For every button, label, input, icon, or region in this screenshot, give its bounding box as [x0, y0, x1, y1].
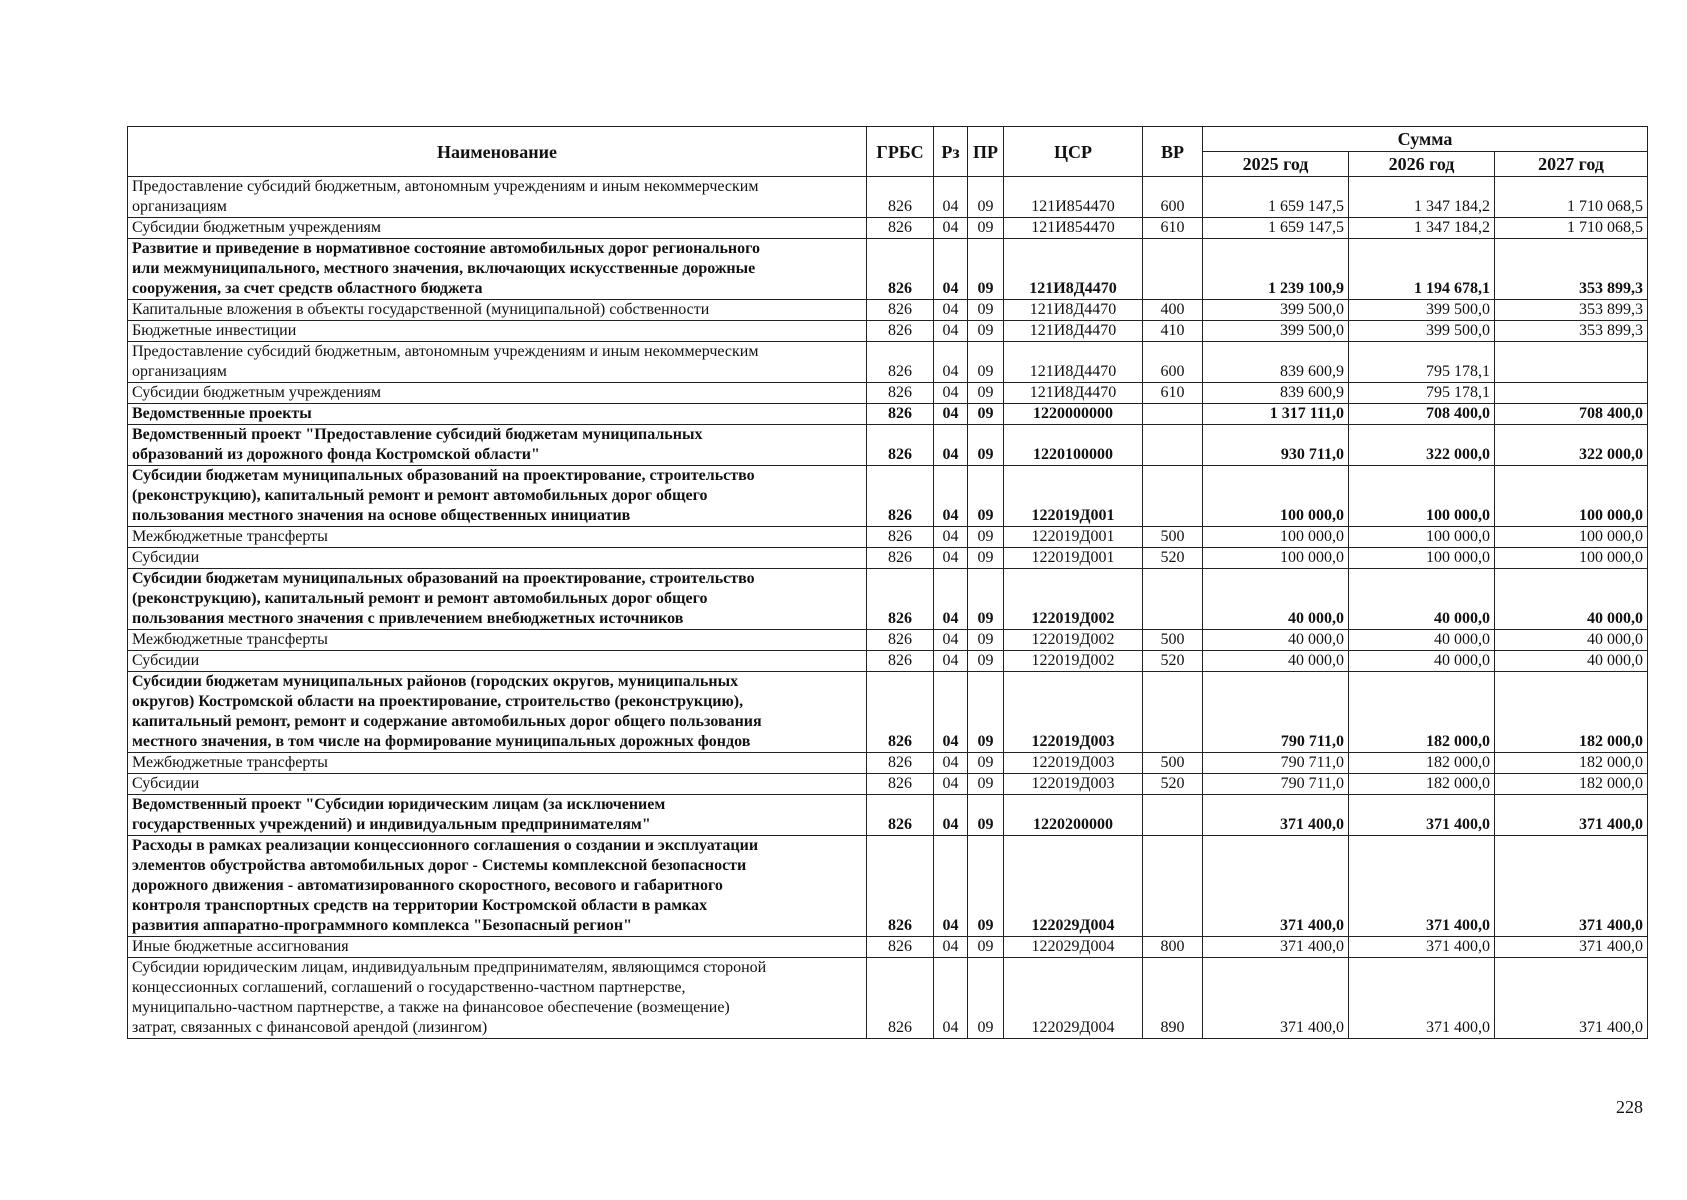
cell-pr: 09: [968, 425, 1004, 466]
table-row: [128, 753, 1648, 774]
cell-sum-2027: 353 899,3: [1495, 239, 1648, 300]
cell-name-line: образований из дорожного фонда Костромской области": [132, 446, 540, 463]
cell-vr: [1143, 466, 1203, 527]
header-year-2027: 2027 год: [1495, 152, 1648, 177]
cell-grbs: 826: [867, 342, 934, 383]
cell-rz: 04: [934, 672, 968, 753]
cell-sum-2025: 790 711,0: [1203, 774, 1349, 795]
cell-sum-2026: 100 000,0: [1349, 466, 1495, 527]
cell-pr: 09: [968, 321, 1004, 342]
table-row: [128, 795, 1648, 836]
cell-rz: 04: [934, 239, 968, 300]
cell-sum-2026: 371 400,0: [1349, 937, 1495, 958]
cell-grbs: 826: [867, 383, 934, 404]
cell-grbs: 826: [867, 425, 934, 466]
cell-grbs: 826: [867, 937, 934, 958]
cell-sum-2027: 1 710 068,5: [1495, 177, 1648, 218]
cell-sum-2026: 708 400,0: [1349, 404, 1495, 425]
cell-grbs: 826: [867, 795, 934, 836]
cell-sum-2027: 182 000,0: [1495, 753, 1648, 774]
cell-sum-2026: 40 000,0: [1349, 630, 1495, 651]
cell-vr: 400: [1143, 300, 1203, 321]
cell-name-line: затрат, связанных с финансовой арендой (лизингом): [132, 1019, 488, 1036]
cell-pr: 09: [968, 300, 1004, 321]
cell-grbs: 826: [867, 836, 934, 937]
cell-rz: 04: [934, 836, 968, 937]
cell-vr: [1143, 404, 1203, 425]
cell-name-line: Субсидии: [132, 652, 200, 669]
cell-pr: 09: [968, 383, 1004, 404]
cell-rz: 04: [934, 300, 968, 321]
cell-rz: 04: [934, 177, 968, 218]
cell-rz: 04: [934, 321, 968, 342]
cell-name-line: Предоставление субсидий бюджетным, автономным учреждениям и иным некоммерческим: [132, 178, 759, 195]
cell-grbs: 826: [867, 958, 934, 1039]
cell-vr: [1143, 239, 1203, 300]
page-number: 228: [1616, 1097, 1643, 1117]
cell-grbs: 826: [867, 630, 934, 651]
cell-name: [128, 774, 867, 795]
cell-csr: 122019Д002: [1004, 630, 1143, 651]
cell-sum-2027: 100 000,0: [1495, 548, 1648, 569]
cell-csr: 121И854470: [1004, 218, 1143, 239]
cell-vr: 610: [1143, 218, 1203, 239]
cell-sum-2027: 371 400,0: [1495, 958, 1648, 1039]
cell-sum-2027: 708 400,0: [1495, 404, 1648, 425]
table-row: [128, 672, 1648, 753]
cell-name: [128, 651, 867, 672]
cell-grbs: 826: [867, 404, 934, 425]
cell-sum-2026: 399 500,0: [1349, 321, 1495, 342]
cell-sum-2027: 100 000,0: [1495, 466, 1648, 527]
table-row: [128, 218, 1648, 239]
cell-name-line: капитальный ремонт, ремонт и содержание автомобильных дорог общего пользования: [132, 713, 762, 730]
table-row: [128, 937, 1648, 958]
header-rz: Рз: [934, 127, 968, 177]
table-header: [128, 127, 1648, 177]
cell-name: [128, 672, 867, 753]
cell-name-line: концессионных соглашений, соглашений о государственно-частном партнерстве,: [132, 979, 686, 996]
cell-csr: 121И854470: [1004, 177, 1143, 218]
cell-sum-2025: 399 500,0: [1203, 300, 1349, 321]
cell-name: [128, 300, 867, 321]
cell-csr: 122019Д002: [1004, 569, 1143, 630]
cell-vr: 890: [1143, 958, 1203, 1039]
table-row: [128, 569, 1648, 630]
cell-name: [128, 569, 867, 630]
cell-rz: 04: [934, 753, 968, 774]
cell-csr: 122029Д004: [1004, 937, 1143, 958]
cell-name: [128, 958, 867, 1039]
cell-name-line: Бюджетные инвестиции: [132, 322, 297, 339]
cell-pr: 09: [968, 569, 1004, 630]
cell-csr: 122019Д002: [1004, 651, 1143, 672]
cell-name-line: Капитальные вложения в объекты государственной (муниципальной) собственности: [132, 301, 710, 318]
cell-rz: 04: [934, 383, 968, 404]
header-pr: ПР: [968, 127, 1004, 177]
cell-name: [128, 466, 867, 527]
table-row: [128, 177, 1648, 218]
cell-grbs: 826: [867, 548, 934, 569]
cell-name-line: Субсидии бюджетным учреждениям: [132, 384, 381, 401]
cell-name-line: Ведомственные проекты: [132, 405, 312, 422]
cell-pr: 09: [968, 651, 1004, 672]
header-csr: ЦСР: [1004, 127, 1143, 177]
cell-sum-2026: 40 000,0: [1349, 651, 1495, 672]
cell-vr: [1143, 672, 1203, 753]
cell-pr: 09: [968, 218, 1004, 239]
table-row: [128, 630, 1648, 651]
cell-sum-2025: 371 400,0: [1203, 836, 1349, 937]
cell-pr: 09: [968, 774, 1004, 795]
cell-name: [128, 527, 867, 548]
cell-rz: 04: [934, 937, 968, 958]
cell-name-line: Субсидии: [132, 775, 200, 792]
cell-grbs: 826: [867, 672, 934, 753]
header-year-2026: 2026 год: [1349, 152, 1495, 177]
cell-sum-2025: 399 500,0: [1203, 321, 1349, 342]
cell-sum-2027: 371 400,0: [1495, 836, 1648, 937]
cell-name: [128, 795, 867, 836]
cell-sum-2027: 100 000,0: [1495, 527, 1648, 548]
cell-pr: 09: [968, 404, 1004, 425]
cell-csr: 122019Д001: [1004, 466, 1143, 527]
cell-csr: 122019Д003: [1004, 672, 1143, 753]
cell-grbs: 826: [867, 218, 934, 239]
cell-name: [128, 239, 867, 300]
cell-name-line: Субсидии юридическим лицам, индивидуальным предпринимателям, являющимся стороной: [132, 959, 767, 976]
cell-csr: 1220200000: [1004, 795, 1143, 836]
cell-name-line: местного значения, в том числе на формирование муниципальных дорожных фондов: [132, 733, 751, 750]
cell-sum-2027: [1495, 383, 1648, 404]
cell-name-line: (реконструкцию), капитальный ремонт и ремонт автомобильных дорог общего: [132, 590, 708, 607]
cell-sum-2026: 40 000,0: [1349, 569, 1495, 630]
cell-name: [128, 753, 867, 774]
cell-name: [128, 342, 867, 383]
cell-grbs: 826: [867, 300, 934, 321]
cell-sum-2026: 1 194 678,1: [1349, 239, 1495, 300]
cell-rz: 04: [934, 651, 968, 672]
cell-sum-2025: 1 659 147,5: [1203, 218, 1349, 239]
cell-name-line: или межмуниципального, местного значения, включающих искусственные дорожные: [132, 260, 756, 277]
cell-grbs: 826: [867, 651, 934, 672]
cell-rz: 04: [934, 569, 968, 630]
table-row: [128, 548, 1648, 569]
cell-sum-2025: 790 711,0: [1203, 672, 1349, 753]
cell-sum-2025: 371 400,0: [1203, 795, 1349, 836]
table-row: [128, 836, 1648, 937]
cell-rz: 04: [934, 218, 968, 239]
cell-name-line: Субсидии бюджетам муниципальных районов (городских округов, муниципальных: [132, 673, 739, 690]
cell-sum-2027: 371 400,0: [1495, 795, 1648, 836]
cell-sum-2027: 1 710 068,5: [1495, 218, 1648, 239]
header-vr: ВР: [1143, 127, 1203, 177]
cell-rz: 04: [934, 548, 968, 569]
cell-grbs: 826: [867, 321, 934, 342]
cell-name-line: Межбюджетные трансферты: [132, 631, 328, 648]
cell-name: [128, 404, 867, 425]
header-grbs: ГРБС: [867, 127, 934, 177]
cell-name-line: Развитие и приведение в нормативное состояние автомобильных дорог регионального: [132, 240, 760, 257]
cell-name-line: Межбюджетные трансферты: [132, 754, 328, 771]
header-sum: Сумма: [1203, 127, 1648, 152]
cell-name-line: Ведомственный проект "Субсидии юридическим лицам (за исключением: [132, 796, 666, 813]
cell-sum-2027: 371 400,0: [1495, 937, 1648, 958]
cell-name: [128, 321, 867, 342]
cell-csr: 1220100000: [1004, 425, 1143, 466]
cell-csr: 122019Д001: [1004, 548, 1143, 569]
cell-vr: 520: [1143, 651, 1203, 672]
cell-name: [128, 937, 867, 958]
cell-name-line: организациям: [132, 198, 227, 215]
cell-grbs: 826: [867, 569, 934, 630]
cell-sum-2025: 371 400,0: [1203, 958, 1349, 1039]
table-row: [128, 425, 1648, 466]
cell-sum-2026: 1 347 184,2: [1349, 218, 1495, 239]
table-row: [128, 527, 1648, 548]
cell-sum-2026: 371 400,0: [1349, 958, 1495, 1039]
cell-vr: 600: [1143, 177, 1203, 218]
table-row: [128, 466, 1648, 527]
cell-sum-2026: 182 000,0: [1349, 753, 1495, 774]
cell-csr: 1220000000: [1004, 404, 1143, 425]
table-row: [128, 383, 1648, 404]
cell-pr: 09: [968, 672, 1004, 753]
cell-vr: 520: [1143, 774, 1203, 795]
cell-pr: 09: [968, 630, 1004, 651]
cell-name-line: (реконструкцию), капитальный ремонт и ремонт автомобильных дорог общего: [132, 487, 708, 504]
cell-grbs: 826: [867, 527, 934, 548]
cell-csr: 122019Д003: [1004, 753, 1143, 774]
cell-sum-2025: 1 239 100,9: [1203, 239, 1349, 300]
cell-name-line: Межбюджетные трансферты: [132, 528, 328, 545]
cell-vr: 600: [1143, 342, 1203, 383]
cell-sum-2025: 839 600,9: [1203, 383, 1349, 404]
cell-grbs: 826: [867, 774, 934, 795]
cell-name-line: организациям: [132, 363, 227, 380]
cell-pr: 09: [968, 466, 1004, 527]
table-row: [128, 239, 1648, 300]
cell-pr: 09: [968, 836, 1004, 937]
cell-rz: 04: [934, 527, 968, 548]
cell-name-line: государственных учреждений) и индивидуальным предпринимателям": [132, 816, 651, 833]
cell-pr: 09: [968, 548, 1004, 569]
cell-pr: 09: [968, 753, 1004, 774]
cell-sum-2026: 371 400,0: [1349, 795, 1495, 836]
table-row: [128, 342, 1648, 383]
cell-sum-2025: 1 659 147,5: [1203, 177, 1349, 218]
cell-rz: 04: [934, 958, 968, 1039]
cell-csr: 122029Д004: [1004, 958, 1143, 1039]
cell-name: [128, 218, 867, 239]
cell-vr: 500: [1143, 630, 1203, 651]
cell-name-line: Субсидии бюджетам муниципальных образований на проектирование, строительство: [132, 467, 755, 484]
cell-rz: 04: [934, 795, 968, 836]
cell-grbs: 826: [867, 239, 934, 300]
budget-table: [127, 126, 1648, 1039]
cell-pr: 09: [968, 177, 1004, 218]
cell-sum-2025: 790 711,0: [1203, 753, 1349, 774]
cell-name-line: развития аппаратно-программного комплекса "Безопасный регион": [132, 917, 632, 934]
cell-grbs: 826: [867, 177, 934, 218]
cell-csr: 121И8Д4470: [1004, 383, 1143, 404]
cell-pr: 09: [968, 527, 1004, 548]
cell-sum-2025: 930 711,0: [1203, 425, 1349, 466]
cell-sum-2025: 100 000,0: [1203, 527, 1349, 548]
cell-sum-2027: 353 899,3: [1495, 321, 1648, 342]
cell-sum-2025: 100 000,0: [1203, 466, 1349, 527]
cell-sum-2025: 40 000,0: [1203, 651, 1349, 672]
cell-name-line: муниципально-частном партнерстве, а также на финансовое обеспечение (возмещение): [132, 999, 730, 1016]
cell-name: [128, 383, 867, 404]
cell-name-line: дорожного движения - автоматизированного скоростного, весового и габаритного: [132, 877, 723, 894]
cell-name-line: пользования местного значения на основе общественных инициатив: [132, 507, 631, 524]
cell-sum-2026: 795 178,1: [1349, 383, 1495, 404]
table-row: [128, 774, 1648, 795]
cell-sum-2027: 40 000,0: [1495, 630, 1648, 651]
cell-sum-2027: 40 000,0: [1495, 651, 1648, 672]
table-row: [128, 958, 1648, 1039]
cell-sum-2025: 100 000,0: [1203, 548, 1349, 569]
cell-sum-2026: 1 347 184,2: [1349, 177, 1495, 218]
cell-name-line: элементов обустройства автомобильных дорог - Системы комплексной безопасности: [132, 857, 747, 874]
cell-csr: 121И8Д4470: [1004, 300, 1143, 321]
cell-name-line: Субсидии бюджетным учреждениям: [132, 219, 381, 236]
cell-csr: 122029Д004: [1004, 836, 1143, 937]
cell-pr: 09: [968, 958, 1004, 1039]
table-row: [128, 321, 1648, 342]
cell-sum-2027: 182 000,0: [1495, 672, 1648, 753]
cell-vr: 800: [1143, 937, 1203, 958]
cell-sum-2026: 100 000,0: [1349, 548, 1495, 569]
cell-vr: [1143, 836, 1203, 937]
cell-sum-2026: 182 000,0: [1349, 774, 1495, 795]
cell-sum-2026: 182 000,0: [1349, 672, 1495, 753]
cell-pr: 09: [968, 795, 1004, 836]
cell-pr: 09: [968, 239, 1004, 300]
cell-vr: 610: [1143, 383, 1203, 404]
cell-sum-2026: 795 178,1: [1349, 342, 1495, 383]
cell-pr: 09: [968, 342, 1004, 383]
cell-name-line: Расходы в рамках реализации концессионного соглашения о создании и эксплуатации: [132, 837, 759, 854]
cell-rz: 04: [934, 774, 968, 795]
cell-sum-2026: 399 500,0: [1349, 300, 1495, 321]
cell-vr: [1143, 795, 1203, 836]
cell-vr: 520: [1143, 548, 1203, 569]
cell-name: [128, 425, 867, 466]
cell-sum-2027: 353 899,3: [1495, 300, 1648, 321]
cell-vr: [1143, 569, 1203, 630]
cell-rz: 04: [934, 630, 968, 651]
cell-name-line: контроля транспортных средств на территории Костромской области в рамках: [132, 897, 708, 914]
cell-sum-2026: 371 400,0: [1349, 836, 1495, 937]
cell-grbs: 826: [867, 466, 934, 527]
cell-sum-2025: 40 000,0: [1203, 630, 1349, 651]
cell-csr: 122019Д003: [1004, 774, 1143, 795]
cell-csr: 121И8Д4470: [1004, 321, 1143, 342]
cell-sum-2026: 322 000,0: [1349, 425, 1495, 466]
cell-sum-2026: 100 000,0: [1349, 527, 1495, 548]
cell-name-line: Ведомственный проект "Предоставление субсидий бюджетам муниципальных: [132, 426, 703, 443]
cell-name-line: пользования местного значения с привлечением внебюджетных источников: [132, 610, 684, 627]
cell-rz: 04: [934, 466, 968, 527]
cell-name-line: Иные бюджетные ассигнования: [132, 938, 349, 955]
table-body: [128, 177, 1648, 1039]
cell-pr: 09: [968, 937, 1004, 958]
cell-rz: 04: [934, 404, 968, 425]
table-row: [128, 300, 1648, 321]
cell-vr: 410: [1143, 321, 1203, 342]
cell-vr: 500: [1143, 753, 1203, 774]
cell-rz: 04: [934, 425, 968, 466]
cell-csr: 121И8Д4470: [1004, 342, 1143, 383]
cell-name: [128, 836, 867, 937]
cell-sum-2027: 322 000,0: [1495, 425, 1648, 466]
cell-sum-2027: 182 000,0: [1495, 774, 1648, 795]
cell-rz: 04: [934, 342, 968, 383]
cell-name-line: Субсидии бюджетам муниципальных образований на проектирование, строительство: [132, 570, 755, 587]
cell-sum-2025: 40 000,0: [1203, 569, 1349, 630]
cell-name: [128, 177, 867, 218]
cell-csr: 121И8Д4470: [1004, 239, 1143, 300]
cell-name-line: Субсидии: [132, 549, 200, 566]
cell-csr: 122019Д001: [1004, 527, 1143, 548]
cell-name-line: округов) Костромской области на проектирование, строительство (реконструкцию),: [132, 693, 744, 710]
cell-sum-2025: 371 400,0: [1203, 937, 1349, 958]
cell-grbs: 826: [867, 753, 934, 774]
cell-name-line: сооружения, за счет средств областного бюджета: [132, 280, 483, 297]
cell-sum-2025: 1 317 111,0: [1203, 404, 1349, 425]
cell-name: [128, 630, 867, 651]
budget-table-container: [127, 126, 1647, 1039]
cell-sum-2025: 839 600,9: [1203, 342, 1349, 383]
table-row: [128, 404, 1648, 425]
cell-vr: [1143, 425, 1203, 466]
header-year-2025: 2025 год: [1203, 152, 1349, 177]
cell-name-line: Предоставление субсидий бюджетным, автономным учреждениям и иным некоммерческим: [132, 343, 759, 360]
header-name: Наименование: [128, 127, 867, 177]
cell-sum-2027: 40 000,0: [1495, 569, 1648, 630]
cell-sum-2027: [1495, 342, 1648, 383]
cell-vr: 500: [1143, 527, 1203, 548]
cell-name: [128, 548, 867, 569]
table-row: [128, 651, 1648, 672]
